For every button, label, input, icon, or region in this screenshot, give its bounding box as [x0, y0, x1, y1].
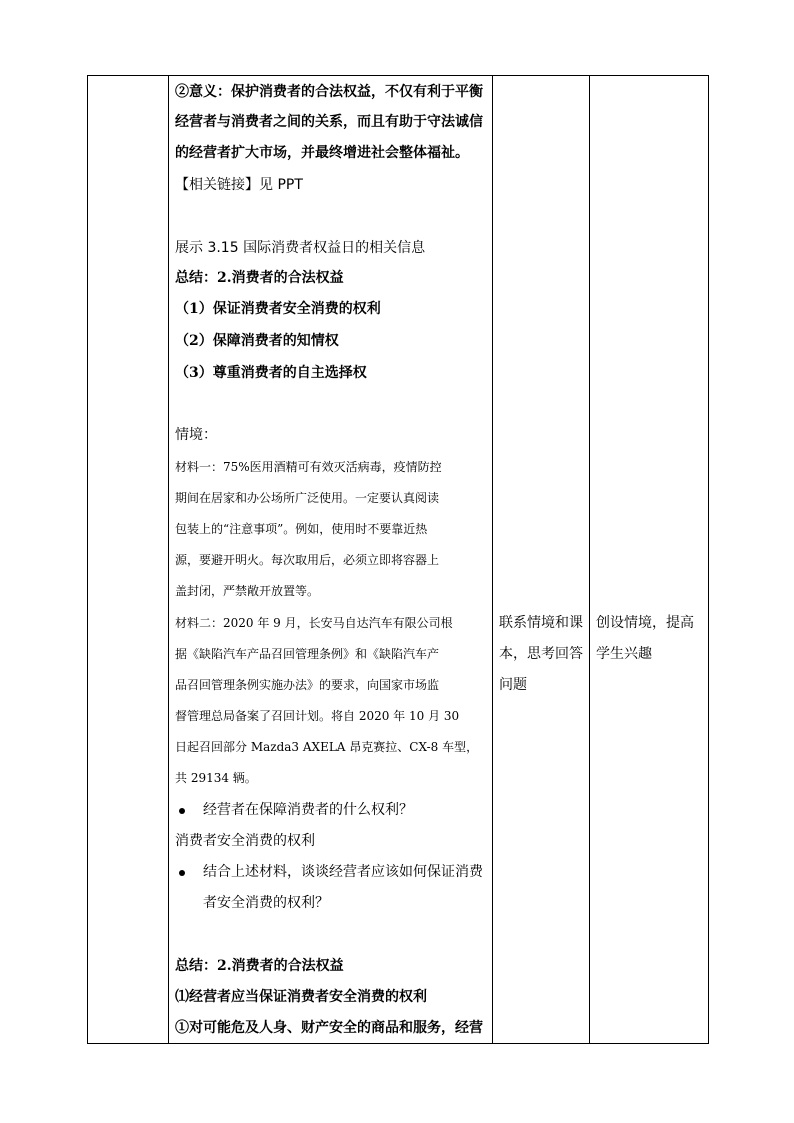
student-activity-cell [493, 76, 590, 1044]
teaching-content-cell [169, 76, 493, 1044]
material-two-line-6: 共 29134 辆。 [175, 771, 257, 785]
answer-1: 消费者安全消费的权利 [175, 833, 315, 849]
student-activity-line-3: 问题 [499, 677, 527, 693]
material-two-line-4: 督管理总局备案了召回计划。将自 2020 年 10 月 30 [175, 709, 460, 723]
bullet-icon [179, 870, 185, 876]
summary-title-1: 总结：2.消费者的合法权益 [175, 270, 344, 286]
material-two-line-2: 据《缺陷汽车产品召回管理条例》和《缺陷汽车产 [175, 647, 440, 661]
question-2-line-2: 者安全消费的权利？ [203, 895, 329, 911]
summary-title-2: 总结：2.消费者的合法权益 [175, 958, 344, 974]
show-info-line: 展示 3.15 国际消费者权益日的相关信息 [175, 240, 426, 256]
summary-item-3: （3）尊重消费者的自主选择权 [175, 365, 367, 381]
lesson-plan-table [87, 75, 709, 1044]
significance-line-2: 经营者与消费者之间的关系，而且有助于守法诚信 [175, 114, 483, 130]
design-intent-line-1: 创设情境，提高 [596, 615, 694, 631]
material-one-line-4: 源，要避开明火。每次取用后，必须立即将容器上 [175, 553, 440, 567]
bullet-icon [179, 808, 185, 814]
empty-cell [88, 76, 169, 1044]
question-1: 经营者在保障消费者的什么权利？ [203, 802, 413, 818]
design-intent-cell [590, 76, 709, 1044]
summary-item-2: （2）保障消费者的知情权 [175, 333, 339, 349]
material-two-line-5: 日起召回部分 Mazda3 AXELA 昂克赛拉、CX-8 车型， [175, 740, 479, 754]
material-one-line-5: 盖封闭，严禁敞开放置等。 [175, 584, 320, 598]
student-activity-line-1: 联系情境和课 [499, 615, 583, 631]
related-link: 【相关链接】见 PPT [175, 177, 303, 193]
summary-item-1: （1）保证消费者安全消费的权利 [175, 301, 381, 317]
summary2-item-2: ①对可能危及人身、财产安全的商品和服务，经营 [175, 1020, 483, 1036]
design-intent-line-2: 学生兴趣 [596, 646, 652, 662]
significance-line-3: 的经营者扩大市场，并最终增进社会整体福祉。 [175, 145, 469, 161]
situation-label: 情境： [175, 427, 217, 443]
material-one-line-2: 期间在居家和办公场所广泛使用。一定要认真阅读 [175, 491, 440, 505]
material-one-line-3: 包装上的“注意事项”。例如，使用时不要靠近热 [175, 522, 428, 536]
summary2-item-1: ⑴经营者应当保证消费者安全消费的权利 [175, 989, 427, 1005]
material-two-line-1: 材料二：2020 年 9 月，长安马自达汽车有限公司根 [175, 616, 453, 630]
material-one-line-1: 材料一：75%医用酒精可有效灭活病毒，疫情防控 [175, 460, 442, 474]
significance-line-1: ②意义：保护消费者的合法权益，不仅有利于平衡 [175, 84, 483, 100]
material-two-line-3: 品召回管理条例实施办法》的要求，向国家市场监 [175, 678, 440, 692]
question-2-line-1: 结合上述材料，谈谈经营者应该如何保证消费 [203, 864, 483, 880]
student-activity-line-2: 本，思考回答 [499, 646, 583, 662]
table-row [88, 76, 709, 1044]
